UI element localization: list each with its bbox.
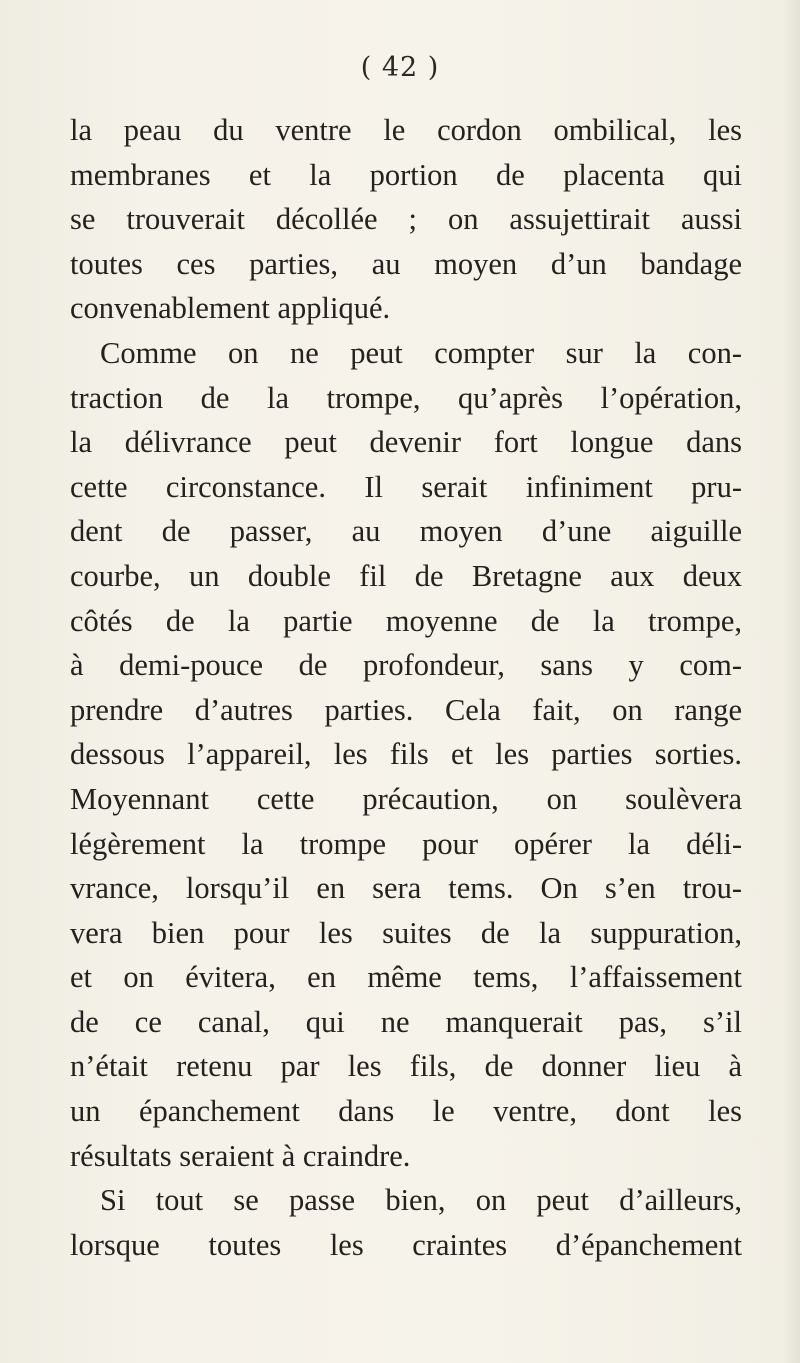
text-line: cette circonstance. Il serait infiniment pru-: [70, 469, 742, 504]
text-line: toutes ces parties, au moyen d’un bandage: [70, 246, 742, 281]
text-line: prendre d’autres parties. Cela fait, on range: [70, 692, 742, 727]
text-line: n’était retenu par les fils, de donner lieu à: [70, 1049, 742, 1084]
text-line: courbe, un double fil de Bretagne aux deux: [70, 558, 742, 593]
body-text: [70, 108, 742, 1267]
text-line: de ce canal, qui ne manquerait pas, s’il: [70, 1004, 742, 1039]
text-line: Si tout se passe bien, on peut d’ailleurs,: [100, 1183, 742, 1218]
text-line: Moyennant cette précaution, on soulèvera: [70, 781, 742, 816]
text-line: à demi-pouce de profondeur, sans y com-: [70, 648, 742, 683]
page-number: ( 42 ): [360, 52, 440, 83]
text-line: un épanchement dans le ventre, dont les: [70, 1094, 742, 1129]
text-line: et on évitera, en même tems, l’affaissement: [70, 960, 742, 995]
text-line: Comme on ne peut compter sur la con-: [100, 335, 742, 370]
text-line: dessous l’appareil, les fils et les parties sorties.: [70, 737, 742, 772]
text-line: se trouverait décollée ; on assujettirait aussi: [70, 202, 742, 237]
text-line: vrance, lorsqu’il en sera tems. On s’en trou-: [70, 871, 742, 906]
page-edge-shadow: [782, 0, 800, 1363]
text-line: membranes et la portion de placenta qui: [70, 157, 742, 192]
text-line: côtés de la partie moyenne de la trompe,: [70, 603, 742, 638]
text-line: la délivrance peut devenir fort longue dans: [70, 425, 742, 460]
text-line: résultats seraient à craindre.: [70, 1138, 411, 1173]
text-line: légèrement la trompe pour opérer la déli-: [70, 826, 742, 861]
text-line: vera bien pour les suites de la suppuration,: [70, 915, 742, 950]
text-line: la peau du ventre le cordon ombilical, les: [70, 113, 742, 147]
text-line: lorsque toutes les craintes d’épanchement: [70, 1227, 742, 1262]
text-line: dent de passer, au moyen d’une aiguille: [70, 514, 742, 549]
text-line: convenablement appliqué.: [70, 291, 391, 326]
text-line: traction de la trompe, qu’après l’opération,: [70, 380, 742, 415]
